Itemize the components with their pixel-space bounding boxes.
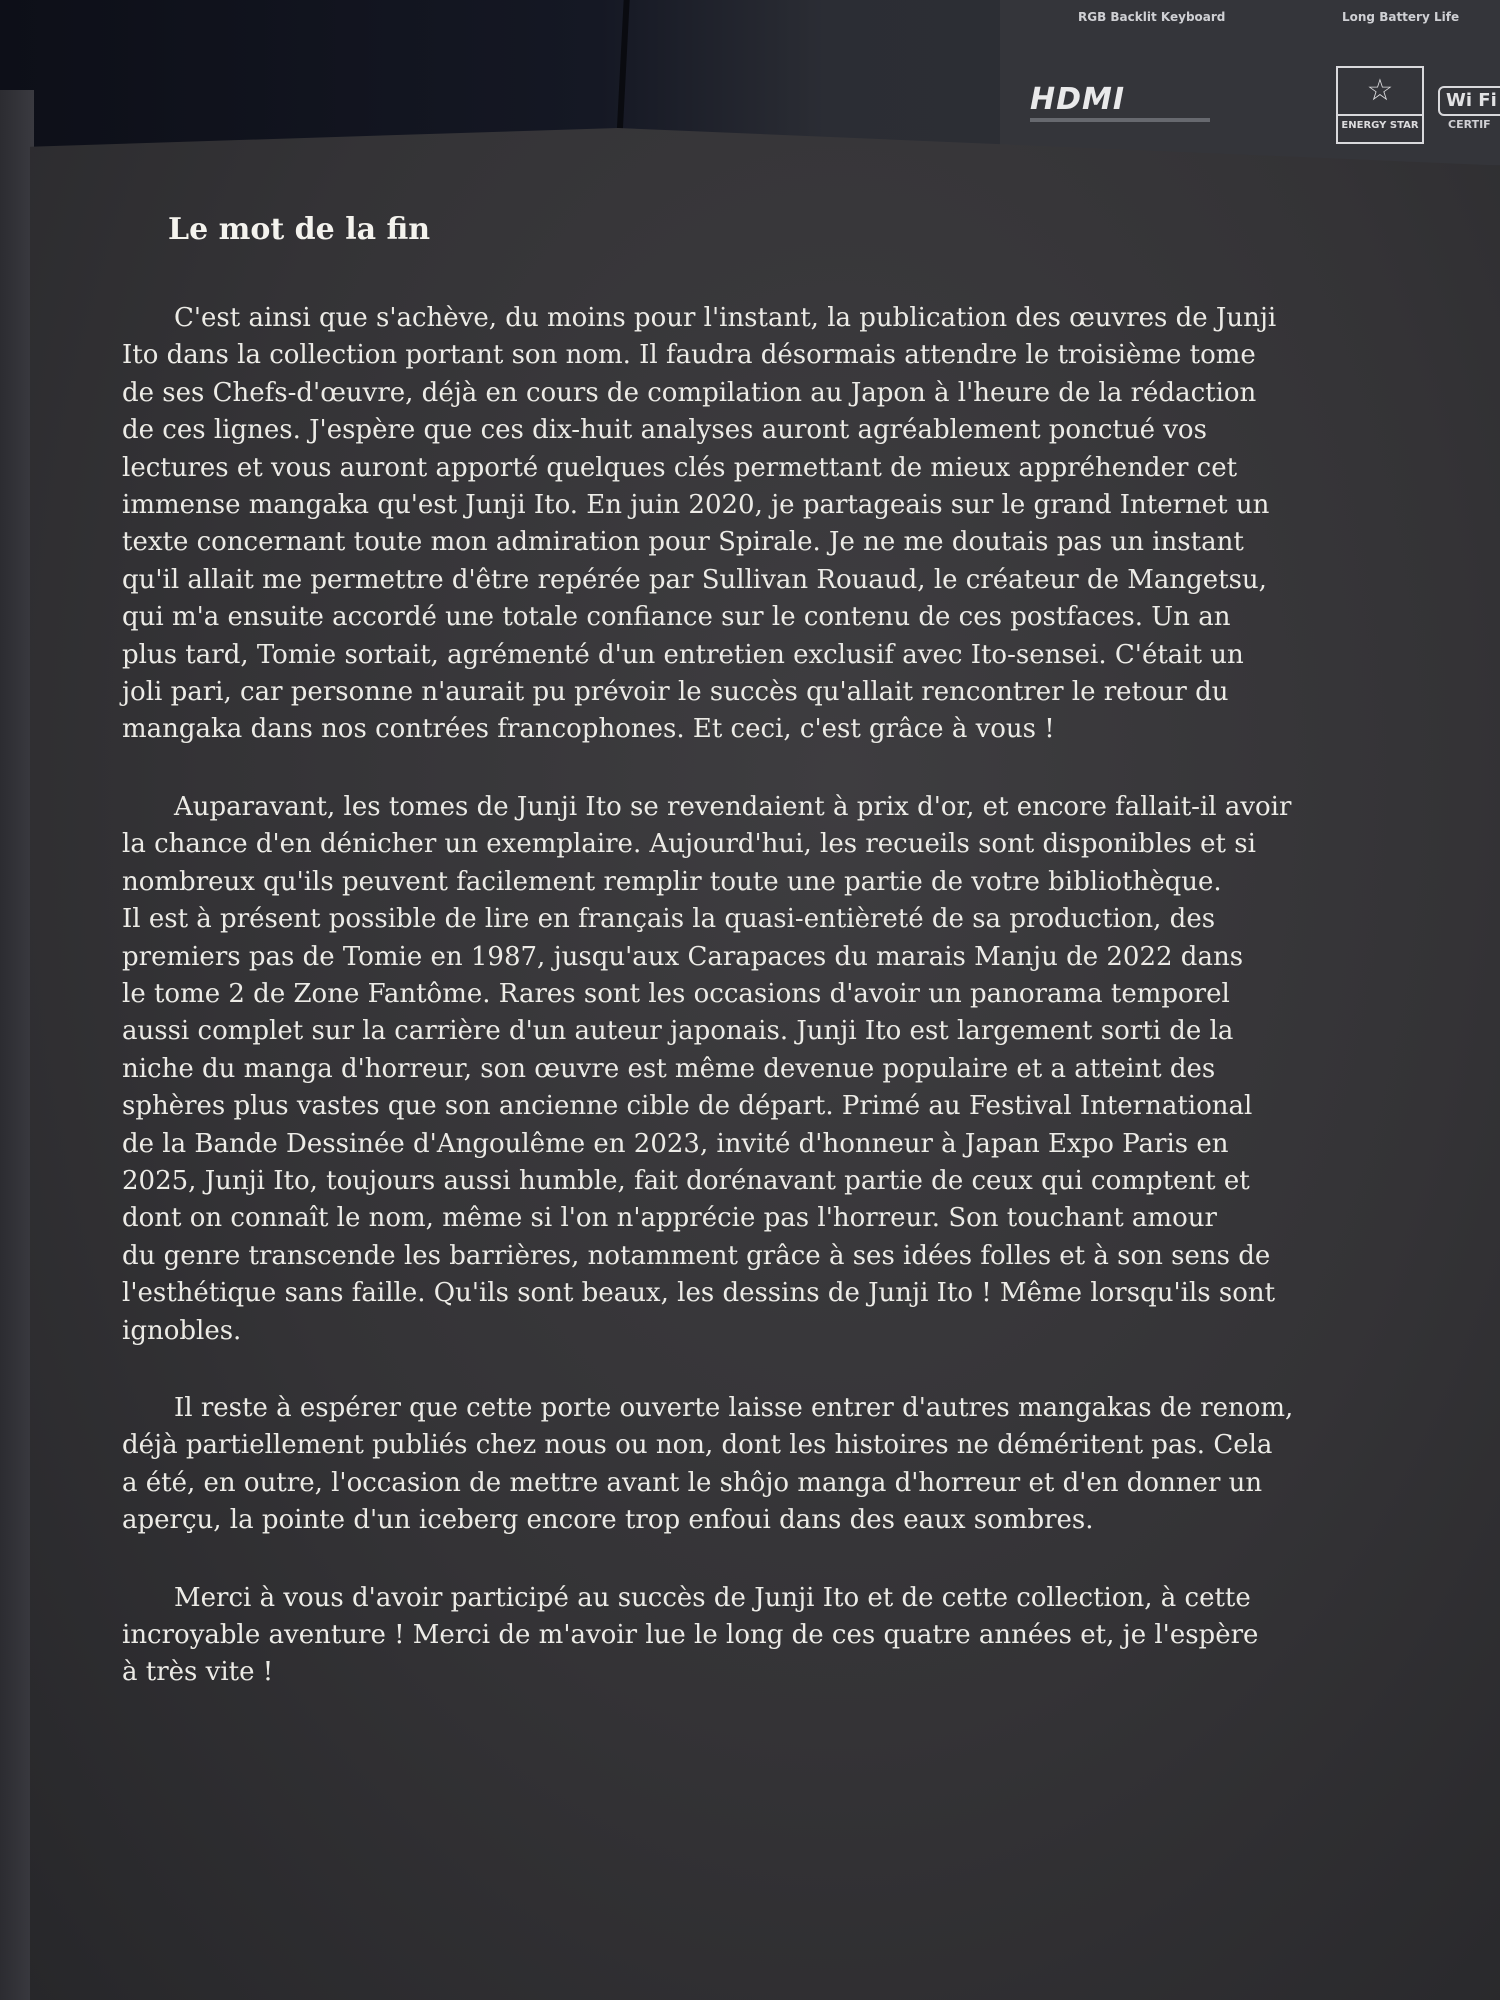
- text-line: le tome 2 de Zone Fantôme. Rares sont les occasions d'avoir un panorama temporel: [122, 978, 1230, 1009]
- box-seam: [616, 0, 629, 140]
- text-line: 2025, Junji Ito, toujours aussi humble, fait dorénavant partie de ceux qui comptent et: [122, 1165, 1250, 1196]
- text-line: immense mangaka qu'est Junji Ito. En juin 2020, je partageais sur le grand Internet un: [122, 490, 1270, 521]
- text-line: plus tard, Tomie sortait, agrémenté d'un entretien exclusif avec Ito-sensei. C'était un: [122, 639, 1244, 670]
- left-page-edge: [0, 90, 34, 2000]
- text-line: déjà partiellement publiés chez nous ou non, dont les histoires ne déméritent pas. Cela: [122, 1430, 1273, 1461]
- text-line: Il est à présent possible de lire en français la quasi-entièreté de sa production, des: [122, 904, 1216, 935]
- text-line: aussi complet sur la carrière d'un auteur japonais. Junji Ito est largement sorti de la: [122, 1016, 1234, 1047]
- text-line: mangaka dans nos contrées francophones. Et ceci, c'est grâce à vous !: [122, 714, 1055, 745]
- text-line: ignobles.: [122, 1315, 242, 1346]
- feature-label-battery: Long Battery Life: [1342, 10, 1460, 24]
- energy-star-label: ENERGY STAR: [1338, 114, 1422, 136]
- text-line: du genre transcende les barrières, notamment grâce à ses idées folles et à son sens de: [122, 1240, 1271, 1271]
- page-heading: Le mot de la fin: [168, 212, 431, 247]
- feature-label-keyboard: RGB Backlit Keyboard: [1078, 10, 1226, 24]
- text-line: qu'il allait me permettre d'être repérée par Sullivan Rouaud, le créateur de Mangetsu,: [122, 564, 1267, 595]
- energy-star-logo: [1336, 66, 1424, 144]
- text-line: la chance d'en dénicher un exemplaire. Aujourd'hui, les recueils sont disponibles et si: [122, 829, 1256, 860]
- hdmi-logo: HDMI: [1030, 82, 1126, 117]
- text-line: joli pari, car personne n'aurait pu prévoir le succès qu'allait rencontrer le retour du: [122, 677, 1229, 708]
- text-line: texte concernant toute mon admiration pour Spirale. Je ne me doutais pas un instant: [122, 527, 1244, 558]
- paragraph: [122, 300, 1418, 749]
- wifi-logo: Wi Fi: [1438, 86, 1500, 116]
- paragraph: [122, 1580, 1418, 1692]
- text-line: qui m'a ensuite accordé une totale confiance sur le contenu de ces postfaces. Un an: [122, 602, 1231, 633]
- text-line: à très vite !: [122, 1657, 274, 1688]
- hdmi-fine-print: [1030, 118, 1210, 122]
- text-line: C'est ainsi que s'achève, du moins pour l'instant, la publication des œuvres de Junji: [174, 303, 1277, 333]
- text-line: Merci à vous d'avoir participé au succès de Junji Ito et de cette collection, à cette: [174, 1582, 1251, 1613]
- text-line: niche du manga d'horreur, son œuvre est même devenue populaire et a atteint des: [122, 1053, 1216, 1084]
- text-line: a été, en outre, l'occasion de mettre avant le shôjo manga d'horreur et d'en donner un: [122, 1467, 1263, 1498]
- text-line: incroyable aventure ! Merci de m'avoir lue le long de ces quatre années et, je l'espère: [122, 1620, 1259, 1650]
- text-line: de la Bande Dessinée d'Angoulême en 2023, invité d'honneur à Japan Expo Paris en: [122, 1128, 1229, 1159]
- text-line: lectures et vous auront apporté quelques clés permettant de mieux appréhender cet: [122, 452, 1238, 483]
- text-line: premiers pas de Tomie en 1987, jusqu'aux Carapaces du marais Manju de 2022 dans: [122, 941, 1244, 972]
- text-line: dont on connaît le nom, même si l'on n'apprécie pas l'horreur. Son touchant amour: [122, 1203, 1217, 1234]
- afterword-text: [122, 300, 1418, 1732]
- text-line: de ces lignes. J'espère que ces dix-huit analyses auront agréablement ponctué vos: [122, 415, 1207, 446]
- text-line: nombreux qu'ils peuvent facilement remplir toute une partie de votre bibliothèque.: [122, 866, 1222, 897]
- text-line: aperçu, la pointe d'un iceberg encore trop enfoui dans des eaux sombres.: [122, 1505, 1094, 1536]
- text-line: Il reste à espérer que cette porte ouverte laisse entrer d'autres mangakas de renom,: [174, 1392, 1294, 1423]
- text-line: sphères plus vastes que son ancienne cible de départ. Primé au Festival International: [122, 1091, 1253, 1122]
- wifi-certified-label: CERTIF: [1448, 118, 1491, 131]
- star-icon: ☆: [1366, 73, 1394, 108]
- text-line: l'esthétique sans faille. Qu'ils sont beaux, les dessins de Junji Ito ! Même lorsqu'ils sont: [122, 1278, 1276, 1309]
- text-line: Auparavant, les tomes de Junji Ito se revendaient à prix d'or, et encore fallait-il avoir: [174, 791, 1292, 822]
- text-line: Ito dans la collection portant son nom. Il faudra désormais attendre le troisième tome: [122, 340, 1256, 371]
- paragraph: [122, 1390, 1418, 1540]
- paragraph: [122, 789, 1418, 1350]
- text-line: de ses Chefs-d'œuvre, déjà en cours de compilation au Japon à l'heure de la rédaction: [122, 377, 1257, 408]
